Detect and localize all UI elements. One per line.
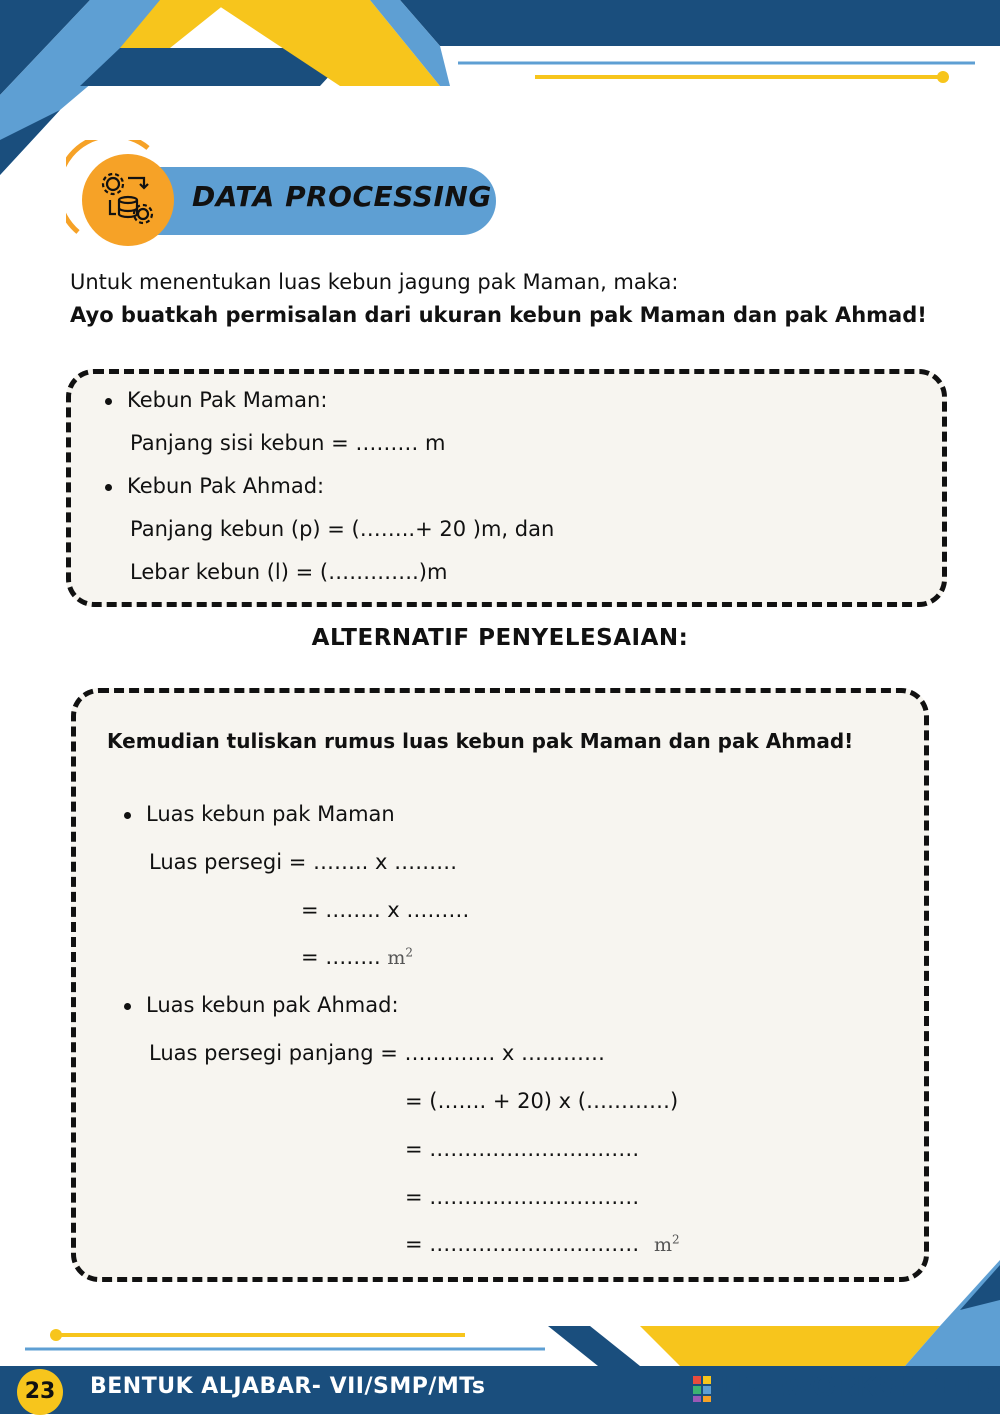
- maman-side-length-line: Panjang sisi kebun = ……… m: [130, 431, 446, 455]
- list-item-kebun-ahmad: Kebun Pak Ahmad:: [127, 474, 325, 498]
- liveworksheets-brand-text: LIVEWORKSHEETS: [720, 1370, 995, 1403]
- section-title: DATA PROCESSING: [192, 180, 492, 213]
- intro-text: [70, 266, 928, 332]
- maman-formula-line-2: = …….. x ………: [301, 898, 470, 922]
- list-item-luas-ahmad: Luas kebun pak Ahmad:: [146, 993, 399, 1017]
- alternative-solution-title: ALTERNATIF PENYELESAIAN:: [311, 625, 689, 651]
- page-number: 23: [17, 1369, 63, 1415]
- ahmad-width-line: Lebar kebun (l) = (………….)m: [130, 560, 448, 584]
- solution-instruction: Kemudian tuliskan rumus luas kebun pak Maman dan pak Ahmad!: [107, 729, 854, 753]
- list-item-kebun-maman: Kebun Pak Maman:: [127, 388, 328, 412]
- ahmad-formula-line-1: Luas persegi panjang = …………. x …………: [149, 1041, 605, 1065]
- liveworksheets-logo-icon: [692, 1374, 718, 1404]
- ahmad-formula-line-2: = (……. + 20) x (…………): [405, 1089, 679, 1113]
- maman-result-blank: = ……..: [301, 945, 381, 969]
- maman-formula-line-3: [301, 945, 413, 969]
- data-processing-icon: [98, 170, 158, 230]
- ahmad-formula-line-3: = …………………………: [405, 1137, 640, 1161]
- ahmad-result-blank: = …………………………: [405, 1232, 640, 1256]
- intro-instruction: Ayo buatkah permisalan dari ukuran kebun pak Maman dan pak Ahmad!: [70, 303, 927, 327]
- square-meter-unit: $m^2$: [387, 945, 413, 969]
- ahmad-formula-line-4: = …………………………: [405, 1185, 640, 1209]
- ahmad-formula-line-5: [405, 1232, 680, 1256]
- list-item-luas-maman: Luas kebun pak Maman: [146, 802, 395, 826]
- square-meter-unit: $m^2$: [653, 1232, 680, 1256]
- footer-title: BENTUK ALJABAR- VII/SMP/MTs: [90, 1374, 486, 1399]
- intro-line: Untuk menentukan luas kebun jagung pak Maman, maka:: [70, 270, 679, 294]
- maman-formula-line-1: Luas persegi = …….. x ………: [149, 850, 458, 874]
- ahmad-length-line: Panjang kebun (p) = (……..+ 20 )m, dan: [130, 517, 555, 541]
